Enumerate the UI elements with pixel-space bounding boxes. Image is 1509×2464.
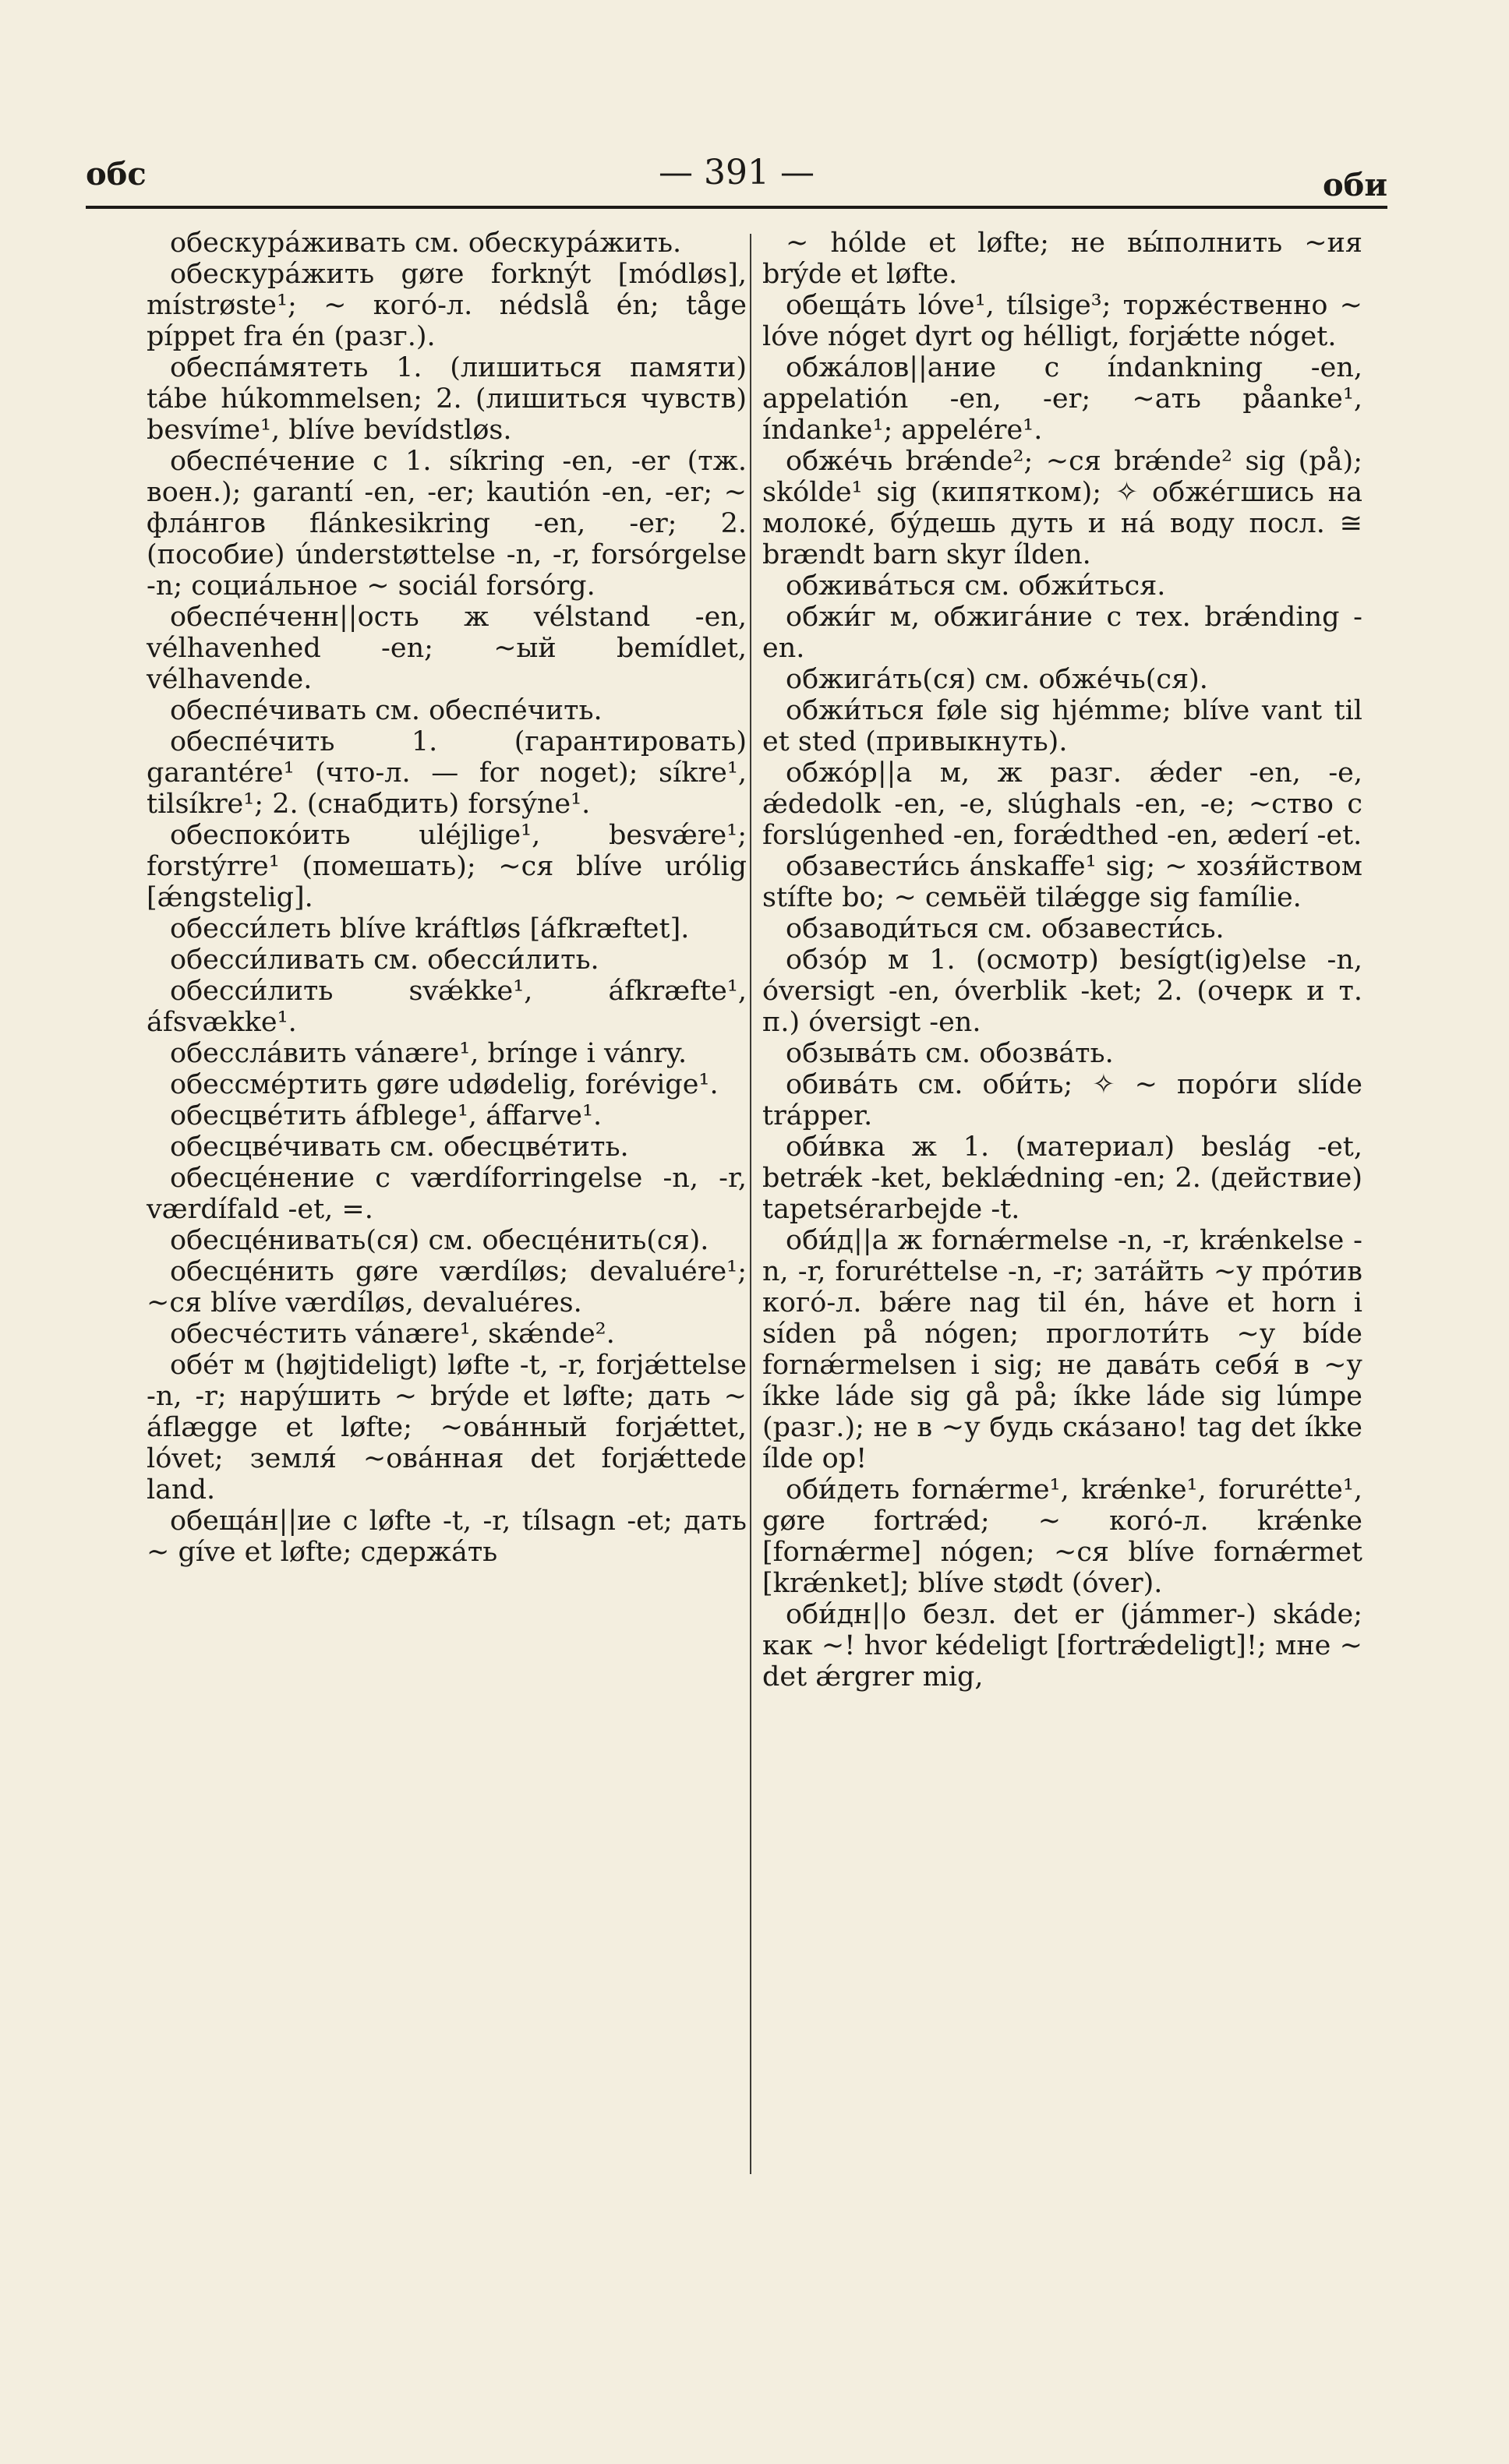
dictionary-entry: обеспе́чение с 1. síkring -en, -er (тж. воен.); garantí -en, -er; kautión -en, -er; ~ фла́нгов flánkesikring -en, -er; 2. (пособие) únderstøttelse -n, -r, forsórgelse -n; социа́льное ~ sociál forsórg.: [147, 446, 747, 602]
dictionary-entry: обжива́ться см. обжи́ться.: [786, 570, 1166, 602]
dictionary-entry: обесце́нить gøre værdíløs; devaluére¹; ~ся blíve værdíløs, devaluéres.: [147, 1256, 747, 1318]
dictionary-entry: оби́деть fornǽrme¹, krǽnke¹, forurétte¹, gøre fortrǽd; ~ когó-л. krǽnke [fornǽrme] nógen; ~ся blíve fornǽrmet [krǽnket]; blíve stødt (óver).: [762, 1474, 1362, 1599]
left-guide-word: обс: [86, 156, 147, 192]
dictionary-entry: оби́д||а ж fornǽrmelse -n, -r, krǽnkelse -n, -r, foruréttelse -n, -r; зата́йть ~у про́тив когó-л. bǽre nag til én, háve et horn i síden på nógen; проглоти́ть ~у bíde fornǽrmelsen i sig; не дава́ть себя́ в ~у íkke láde sig gå på; íkke láde sig lúmpe (разг.); не в ~у будь ска́зано! tag det íkke ílde op!: [762, 1225, 1362, 1474]
dictionary-entry: обеспоко́ить uléjlige¹, besvǽre¹; forstýrre¹ (помешать); ~ся blíve urólig [ǽngstelig].: [147, 820, 747, 913]
column-divider: [750, 234, 751, 2174]
dictionary-entry: обесцве́чивать см. обесцве́тить.: [170, 1131, 629, 1163]
dictionary-entry: обеспа́мятеть 1. (лишиться памяти) tábe húkommelsen; 2. (лишиться чувств) besvíme¹, blíve bevídstløs.: [147, 352, 747, 446]
dictionary-entry: обеща́ть lóve¹, tílsige³; торже́ственно ~ lóve nóget dyrt og hélligt, forjǽtte nóget.: [762, 290, 1362, 352]
dictionary-entry: обессла́вить vánære¹, brínge i vánry.: [170, 1038, 687, 1069]
dictionary-entry: обжи́ться føle sig hjémme; blíve vant til et sted (привыкнуть).: [762, 695, 1362, 757]
dictionary-entry: обеща́н||ие с løfte -t, -r, tílsagn -et; дать ~ gíve et løfte; сдержа́ть: [147, 1506, 747, 1568]
dictionary-entry: обесцве́тить áfblege¹, áffarve¹.: [170, 1100, 603, 1131]
dictionary-entry: оби́вка ж 1. (материал) beslág -et, betrǽk -ket, beklǽdning -en; 2. (действие) tapetsérarbejde -t.: [762, 1131, 1362, 1225]
dictionary-entry: обескура́живать см. обескура́жить.: [170, 228, 682, 259]
dictionary-entry: обе́т м (højtideligt) løfte -t, -r, forjǽttelse -n, -r; нару́шить ~ brýde et løfte; дать ~ áflægge et løfte; ~ова́нный forjǽttet, lóvet; земля́ ~ова́нная det forjǽttede land.: [147, 1350, 747, 1506]
dictionary-entry: обжи́г м, обжига́ние с тех. brǽnding -en.: [762, 602, 1362, 664]
dictionary-entry: обесче́стить vánære¹, skǽnde².: [170, 1318, 615, 1350]
dictionary-entry: обесце́нивать(ся) см. обесце́нить(ся).: [170, 1225, 709, 1256]
right-column: [762, 228, 1362, 1693]
dictionary-entry: обива́ть см. оби́ть; ✧ ~ поро́ги slíde trápper.: [762, 1069, 1362, 1131]
dictionary-entry: обеспе́ченн||ость ж vélstand -en, vélhavenhed -en; ~ый bemídlet, vélhavende.: [147, 602, 747, 695]
left-column: [147, 228, 747, 1568]
dictionary-entry: оби́дн||о безл. det er (jámmer-) skáde; как ~! hvor kédeligt [fortrǽdeligt]!; мне ~ det ǽrgrer mig,: [762, 1599, 1362, 1693]
dictionary-entry: обесце́нение с værdíforringelse -n, -r, værdífald -et, =.: [147, 1163, 747, 1225]
dictionary-entry: обескура́жить gøre forknýt [módløs], místrøste¹; ~ когó-л. nédslå én; tåge píppet fra én (разг.).: [147, 259, 747, 352]
dictionary-entry: обзаводи́ться см. обзавести́сь.: [786, 913, 1225, 944]
dictionary-entry: обжа́лов||ание с índankning -en, appelatión -en, -er; ~ать påanke¹, índanke¹; appelére¹.: [762, 352, 1362, 446]
dictionary-entry: обзыва́ть см. обозва́ть.: [786, 1038, 1114, 1069]
dictionary-entry: обеспе́чивать см. обеспе́чить.: [170, 695, 603, 726]
page-header: [86, 153, 1387, 207]
page-number: — 391 —: [659, 153, 815, 192]
dictionary-entry: обесси́ливать см. обесси́лить.: [170, 944, 599, 976]
dictionary-entry: обесси́леть blíve kráftløs [áfkræftet].: [170, 913, 690, 944]
dictionary-entry: обеспе́чить 1. (гарантировать) garantére¹ (что-л. — for noget); síkre¹, tilsíkre¹; 2. (снабдить) forsýne¹.: [147, 726, 747, 820]
dictionary-entry: обже́чь brǽnde²; ~ся brǽnde² sig (på); skólde¹ sig (кипятком); ✧ обже́гшись на молоке́, бу́дешь дуть и на́ воду посл. ≅ brændt barn skyr ílden.: [762, 446, 1362, 570]
dictionary-entry: обесси́лить svǽkke¹, áfkræfte¹, áfsvække¹.: [147, 976, 747, 1038]
dictionary-entry: обзо́р м 1. (осмотр) besígt(ig)else -n, óversigt -en, óverblik -ket; 2. (очерк и т. п.) óversigt -en.: [762, 944, 1362, 1038]
dictionary-entry: обзавести́сь ánskaffe¹ sig; ~ хозя́йством stífte bo; ~ семьёй tilǽgge sig famílie.: [762, 851, 1362, 913]
right-guide-word: оби: [1322, 167, 1387, 203]
dictionary-entry: обжига́ть(ся) см. обже́чь(ся).: [786, 664, 1208, 695]
dictionary-entry: обжо́р||а м, ж разг. ǽder -en, -e, ǽdedolk -en, -e, slúghals -en, -e; ~ство с forslúgenhed -en, forǽdthed -en, æderí -et.: [762, 757, 1362, 851]
dictionary-entry: ~ hólde et løfte; не вы́полнить ~ия brýde et løfte.: [762, 228, 1362, 290]
dictionary-entry: обессме́ртить gøre udødelig, forévige¹.: [170, 1069, 719, 1100]
header-rule: [86, 206, 1387, 209]
